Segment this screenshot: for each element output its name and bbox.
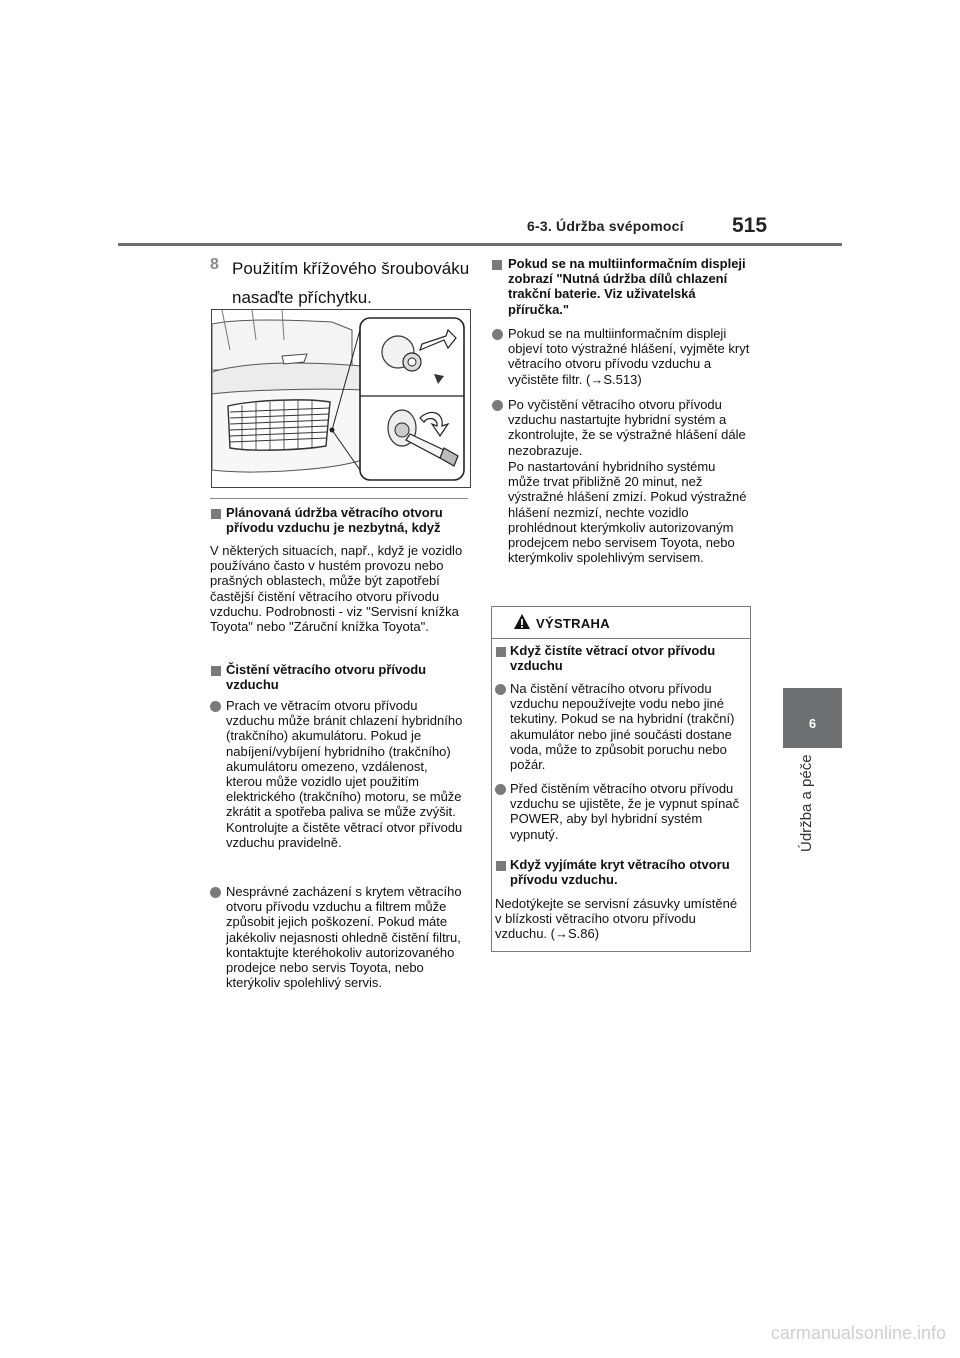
watermark: carmanualsonline.info — [770, 1323, 946, 1343]
list-item — [508, 326, 750, 387]
list-bullet-icon — [210, 887, 221, 898]
section-heading-maintenance: Plánovaná údržba větracího otvoru přívodu vzduchu je nezbytná, když — [226, 505, 443, 536]
list-item-continuation: Po nastartování hybridního systému může trvat přibližně 20 minut, než výstražné hlášení zmizí. Pokud výstražné hlášení nezmizí, nechte vozidlo prohlédnout kterýmkoliv autorizovaným prodejcem nebo servisem Toyota, nebo kterýmkoliv spolehlivým servisem. — [508, 459, 747, 566]
warning-title-divider — [492, 638, 750, 639]
list-item: Po vyčistění větracího otvoru přívodu vzduchu nastartujte hybridní systém a zkontrolujte, že se výstražné hlášení dále nezobrazuje. — [508, 397, 746, 458]
list-item: Nesprávné zacházení s krytem větracího otvoru přívodu vzduchu a filtrem může způsobit jejich poškození. Pokud máte jakékoliv nejasnosti ohledně čistění filtru, kontaktujte kteréhokoliv autorizovaného prodejce nebo servis Toyota, nebo kterýkoliv spolehlivý servis. — [226, 884, 462, 991]
header-divider — [118, 243, 842, 246]
section-bullet-icon — [496, 861, 506, 871]
chapter-label-text: Údržba a péče — [798, 754, 815, 852]
warning-list-item: Na čistění větracího otvoru přívodu vzduchu nepoužívejte vodu nebo jiné tekutiny. Pokud se na hybridní (trakční) akumulátor nebo jiné součásti dostane voda, může to způsobit poruchu nebo požár. — [510, 681, 735, 773]
section-bullet-icon — [211, 666, 221, 676]
warning-triangle-icon — [513, 613, 531, 630]
page-reference-link[interactable]: (→S.513) — [586, 371, 642, 387]
section-heading-cleaning: Čistění větracího otvoru přívodu vzduchu — [226, 662, 427, 693]
list-bullet-icon — [492, 329, 503, 340]
list-bullet-icon — [495, 784, 506, 795]
step-number: 8 — [210, 256, 219, 273]
section-bullet-icon — [492, 260, 502, 270]
warning-heading-cleaning: Když čistíte větrací otvor přívodu vzduchu — [510, 643, 716, 674]
list-bullet-icon — [492, 400, 503, 411]
section-divider — [210, 498, 468, 499]
warning-list-item: Před čistěním větracího otvoru přívodu vzduchu se ujistěte, že je vypnut spínač POWER, aby byl hybridní systém vypnutý. — [510, 781, 740, 842]
list-item-text: Pokud se na multiinformačním displeji objeví toto výstražné hlášení, vyjměte kryt větracího otvoru přívodu vzduchu a vyčistěte filtr. — [508, 326, 750, 387]
list-bullet-icon — [495, 684, 506, 695]
warning-heading-removing: Když vyjímáte kryt větracího otvoru přívodu vzduchu. — [510, 857, 730, 888]
section-bullet-icon — [211, 509, 221, 519]
section-heading-display-message: Pokud se na multiinformačním displeji zobrazí "Nutná údržba dílů chlazení trakční baterie. Viz uživatelská příručka." — [508, 256, 746, 317]
warning-body-removing — [495, 896, 747, 942]
warning-title: VÝSTRAHA — [536, 616, 610, 631]
warning-body-text: Nedotýkejte se servisní zásuvky umístěné v blízkosti větracího otvoru přívodu vzduchu. — [495, 896, 738, 942]
list-item: Prach ve větracím otvoru přívodu vzduchu může bránit chlazení hybridního (trakčního) akumulátoru. Pokud je nabíjení/vybíjení hybridního (trakčního) akumulátoru omezeno, vzdálenost, kterou může vozidlo ujet použitím elektrického (trakčního) motoru, se může zkrátit a spotřeba paliva se může zvýšit. Kontrolujte a čistěte větrací otvor přívodu vzduchu pravidelně. — [226, 698, 463, 850]
section-body-maintenance: V některých situacích, např., když je vozidlo používáno často v hustém provozu nebo prašných oblastech, může být zapotřebí častější čistění větracího otvoru přívodu vzduchu. Podrobnosti - viz "Servisní knížka Toyota" nebo "Záruční knížka Toyota". — [210, 543, 463, 635]
chapter-label — [796, 754, 820, 890]
list-bullet-icon — [210, 701, 221, 712]
section-title: 6-3. Údržba svépomocí — [527, 218, 684, 234]
section-bullet-icon — [496, 647, 506, 657]
chapter-number: 6 — [808, 716, 817, 731]
clip-installation-illustration — [211, 309, 471, 488]
step-text: Použitím křížového šroubováku nasaďte příchytku. — [232, 259, 470, 307]
page-number: 515 — [732, 214, 768, 237]
page-reference-link[interactable]: (→S.86) — [550, 926, 600, 942]
illustration-svg — [212, 310, 470, 487]
